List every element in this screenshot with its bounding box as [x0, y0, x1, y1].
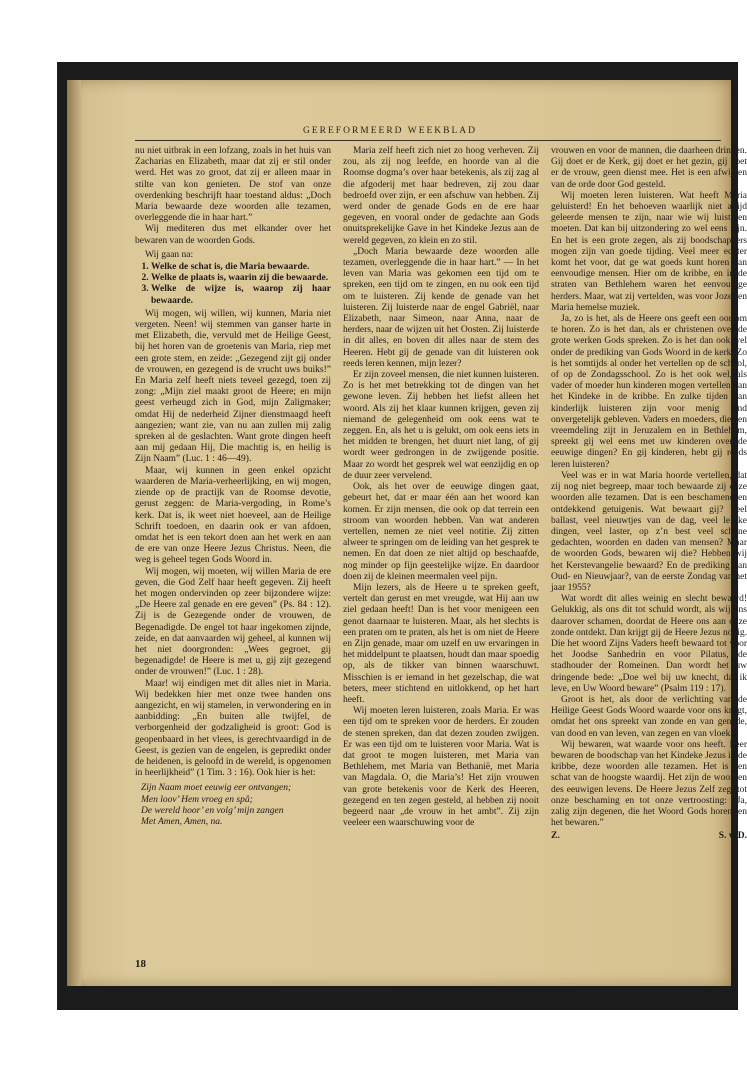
page-paper	[67, 80, 747, 986]
paragraph: Maar! wij eindigen met dit alles niet in Maria. Wij bedekken hier met onze twee handen ons aangezicht, en wij stamelen, in verwondering en in aanbidding: „En buiten alle twijfel, de verborgenheid der godzaligheid is groot: God is geopenbaard in het vlees, is gerechtvaardigd in de Geest, is gezien van de engelen, is gepredikt onder de heidenen, is geloofd in de wereld, is opgenomen in heerlijkheid” (1 Tim. 3 : 16). Ook hier is het:	[135, 678, 331, 779]
list-item: 2. Welke de plaats is, waarin zij die bewaarde.	[151, 273, 331, 284]
paragraph: Er zijn zoveel mensen, die niet kunnen luisteren. Zo is het met betrekking tot de dingen van het gewone leven. Zij hebben het liefst alleen het woord. Als zij het klaar kunnen krijgen, geven zij niemand de gelegenheid om ook eens wat te zeggen. En, als het u is gelukt, om ook eens iets in het midden te brengen, het duurt niet lang, of gij wordt weer gedrongen in de zwijgende positie. Maar zo wordt het gesprek wel wat eenzijdig en op de duur zeer vervelend.	[343, 370, 539, 481]
paragraph: Wat wordt dit alles weinig en slecht bewaard! Gelukkig, als ons dit tot schuld wordt, als wij ons daarover schamen, doordat de Heere ons aan onze zonde ontdekt. Dan krijgt gij de Heere Jezus nodig. Die het woord Zijns Vaders heeft bewaard tot voor het Joodse Sanhedrin en voor Pilatus, de stadhouder der Romeinen. Dan wordt het uw dringende bede: „Doe wel bij uw knecht, dat ik leve, en Uw Woord beware” (Psalm 119 : 17).	[551, 594, 747, 694]
outline-list	[135, 262, 331, 307]
running-header: GEREFORMEERD WEEKBLAD	[303, 126, 478, 136]
paragraph: Veel was er in wat Maria hoorde vertellen, dat zij nog niet begreep, maar toch bewaarde zij deze woorden alle tezamen. Dat is een beschamend en ontdekkend getuigenis. Wat bewaart gij? Veel ballast, veel nieuwtjes van de dag, veel lelijke dingen, veel laster, op z’n best veel schone gedachten, woorden en daden van mensen? Maar de woorden Gods, bewaren wij die? Hebben wij het Kerstevangelie bewaard? En de prediking van Oud- en Nieuwjaar?, van de eerste Zondag van het jaar 1955?	[551, 470, 747, 593]
paragraph: Maar, wij kunnen in geen enkel opzicht waarderen de Maria-verheerlijking, en wij mogen, ziende op de practijk van de Roomse devotie, gerust zeggen: de Maria-vergoding, in Rome’s kerk. Dat is, ik weet niet hoeveel, aan de Heilige Schrift toedoen, en daarin ook er van afdoen, omdat het is een tekort doen aan het werk en aan de ere van onze Heere Jezus Christus. Neen, die weg is geheel tegen Gods Woord in.	[135, 465, 331, 566]
page-number: 18	[135, 958, 146, 970]
paragraph: Groot is het, als door de verlichting van de Heilige Geest Gods Woord waarde voor ons krijgt, omdat het ons spreekt van zonde en van genade, van dood en van leven, van zegen en van vloek.	[551, 694, 747, 739]
paragraph: Wij bewaren, wat waarde voor ons heeft. Leer bewaren de boodschap van het Kindeke Jezus in de kribbe, deze woorden alle tezamen. Het is een schat van de hoogste waardij. Het zijn de woorden des eeuwigen levens. De Heere Jezus Zelf zegt tot onze beschaming en tot onze vertroosting: „Ja, zalig zijn degenen, die het Woord Gods horen, en het bewaren.”	[551, 739, 747, 829]
header-rule	[135, 140, 721, 141]
column-1	[135, 146, 331, 828]
paragraph: vrouwen en voor de mannen, die daarheen dringen. Gij doet er de Kerk, gij doet er het gezin, gij doet er de vrouw, geen dienst mee. Het is een afwijken van de orde door God gesteld.	[551, 146, 747, 190]
paragraph: Wij mediteren dus met elkander over het bewaren van de woorden Gods.	[135, 224, 331, 246]
paragraph: Wij gaan na:	[145, 249, 194, 260]
scan-background	[57, 62, 747, 1010]
paragraph: Wij mogen, wij willen, wij kunnen, Maria niet vergeten. Neen! wij stemmen van ganser harte in met Elizabeth, die, vervuld met de Heilige Geest, bij het horen van de groetenis van Maria, riep met een grote stem, en zeide: „Gezegend zijt gij onder de vrouwen, en gezegend is de vrucht uws buiks!” En Maria zelf heeft niets teveel gezegd, toen zij zong: „Mijn ziel maakt groot de Heere; en mijn geest verheugd zich in God, mijn Zaligmaker; omdat Hij de nederheid Zijner dienstmaagd heeft aangezien; want zie, van nu aan zullen mij zalig spreken al de geslachten. Want grote dingen heeft aan mij gedaan Hij, Die machtig is, en heilig is Zijn Naam” (Luc. 1 : 46—49).	[135, 308, 331, 465]
paragraph: Wij mogen, wij moeten, wij willen Maria de ere geven, die God Zelf haar heeft gegeven. Zij heeft het mogen ondervinden op zeer bijzondere wijze: „De Heere zal genade en ere geven” (Ps. 84 : 12). Zij is de Gezegende onder de vrouwen, de Begenadigde. De engel tot haar ingekomen zijnde, zeide, en dat aanvaarden wij geheel, al kunnen wij het niet doorgronden: „Wees gegroet, gij begenadigde! de Heere is met u, gij zijt gezegend onder de vrouwen!” (Luc. 1 : 28).	[135, 566, 331, 678]
list-item: 1. Welke de schat is, die Maria bewaarde.	[151, 262, 331, 273]
paragraph: Wij moeten leren luisteren. Wat heeft Maria geluisterd! En het behoeven waarlijk niet altijd geleerde mensen te zijn, naar wie wij luisteren moeten. Dat kan bij uitzondering zo wel eens zijn. En het is een grote zegen, als zij boodschappers mogen zijn van goede tijding. Veel meer echter komt het voor, dat ge wat goeds kunt horen van eenvoudige mensen. Hier om de kribbe, en in de straten van Bethlehem waren het eenvoudige herders. Maar, wat zij vertelden, was voor Jozef en Maria hemelse muziek.	[551, 190, 747, 313]
verse-line: Men loov’ Hem vroeg en spâ;	[141, 794, 253, 805]
column-2	[343, 146, 539, 829]
paragraph: Ook, als het over de eeuwige dingen gaat, gebeurt het, dat er maar één aan het woord kan komen. Er zijn mensen, die ook op dat terrein een stroom van woorden hebben. Van wat anderen vertellen, nemen ze niet veel notitie. Zij zitten alweer te springen om de leiding van het gesprek te nemen. En dat doen ze niet altijd op beschaafde, nog minder op fijn geestelijke wijze. En daardoor doen zij de kleinen meermalen veel pijn.	[343, 482, 539, 582]
signature-right: S. v. D.	[718, 831, 747, 842]
column-3	[551, 146, 747, 843]
verse-line: De wereld hoor’ en volg’ mijn zangen	[141, 805, 284, 816]
signature-line	[551, 831, 747, 842]
paragraph: Ja, zo is het, als de Heere ons geeft een oor om te horen. Zo is het dan, als er christenen over de grote werken Gods spreken. Zo is het dan ook wel onder de prediking van Gods Woord in de kerk. Zo is het somtijds al onder het vertellen op de school, of op de Zondagsschool. Zo is het ook wel, als vader of moeder hun kinderen mogen vertellen van het Kindeke in de kribbe. En zulke tijden van kinderlijk luisteren zijn voor menig kind onvergetelijk gebleven. Vaders en moeders, die een vreemdeling zijt in Jeruzalem en in Bethlehem, spreekt gij wel eens met uw kinderen over de eeuwige dingen? En gij kinderen, hebt gij reeds leren luisteren?	[551, 314, 747, 470]
paragraph: Mijn lezers, als de Heere u te spreken geeft, vertelt dan gerust en met vreugde, wat Hij aan uw ziel gedaan heeft! Dan is het voor menigeen een genot daarnaar te luisteren. Maar, als het slechts is een praten om te praten, als het is om niet de Heere en Zijn genade, maar om uzelf en uw ervaringen in het middelpunt te plaatsen, houdt dan maar spoedig op, als de tikker van binnen waarschuwt. Misschien is er iemand in het gezelschap, die wat beters, meer stichtend en uitlokkend, op het hart heeft.	[343, 582, 539, 705]
list-item: 3. Welke de wijze is, waarop zij haar bewaarde.	[151, 284, 331, 306]
paragraph: nu niet uitbrak in een lofzang, zoals in het huis van Zacharias en Elizabeth, maar dat zij er stil onder werd. Het was zo groot, dat zij er alleen maar in stilte van kon genieten. De stof van onze overdenking beschrijft haar toestand aldus: „Doch Maria bewaarde deze woorden alle tezamen, overleggende die in haar hart.”	[135, 146, 331, 224]
verse-line: Met Amen, Amen, na.	[141, 816, 223, 827]
signature-left: Z.	[551, 831, 560, 842]
page-fold-shadow	[67, 80, 81, 986]
paragraph: Maria zelf heeft zich niet zo hoog verheven. Zij zou, als zij nog leefde, en hoorde van al die Roomse dogma’s over haar betekenis, als zij zag al die afgoderij met haar bedreven, zij zou daar bedroefd over zijn, er een afschuw van hebben. Zij werd onder de genade Gods en de ere haar gegeven, en vooral onder de gedachte aan Gods onuitsprekelijke Gave in het Kindeke Jezus aan de wereld gegeven, zo klein en zo stil.	[343, 146, 539, 246]
paragraph: Wij moeten leren luisteren, zoals Maria. Er was een tijd om te spreken voor de herders. Er zouden de stenen spreken, dan dat dezen zouden zwijgen. Er was een tijd om te luisteren voor Maria. Wat is dat groot te mogen luisteren, met Maria van Bethlehem, met Maria van Bethanië, met Maria van Magdala. O, die Maria’s! Het zijn vrouwen van grote betekenis voor de Kerk des Heeren, gezegend en ten zegen gesteld, al hebben zij nooit begeerd naar „de vrouw in het ambt”. Zij zijn veeleer een waarschuwing voor de	[343, 706, 539, 829]
verse-block	[141, 783, 331, 828]
verse-line: Zijn Naam moet eeuwig eer ontvangen;	[141, 783, 292, 794]
paragraph: „Doch Maria bewaarde deze woorden alle tezamen, overleggende die in haar hart.” — In het leven van Maria was gekomen een tijd om te spreken, een tijd om te zingen, en nu ook een tijd om te luisteren. Zij kende de genade van het luisteren. Zij luisterde naar de engel Gabriël, naar Elizabeth, naar Simeon, naar Anna, naar de herders, naar de wijzen uit het Oosten. Zij luisterde in dit alles, en boven dit alles naar de stem des Heeren. Hebt gij de genade van dit luisteren ook reeds leren kennen, mijn lezer?	[343, 246, 539, 369]
